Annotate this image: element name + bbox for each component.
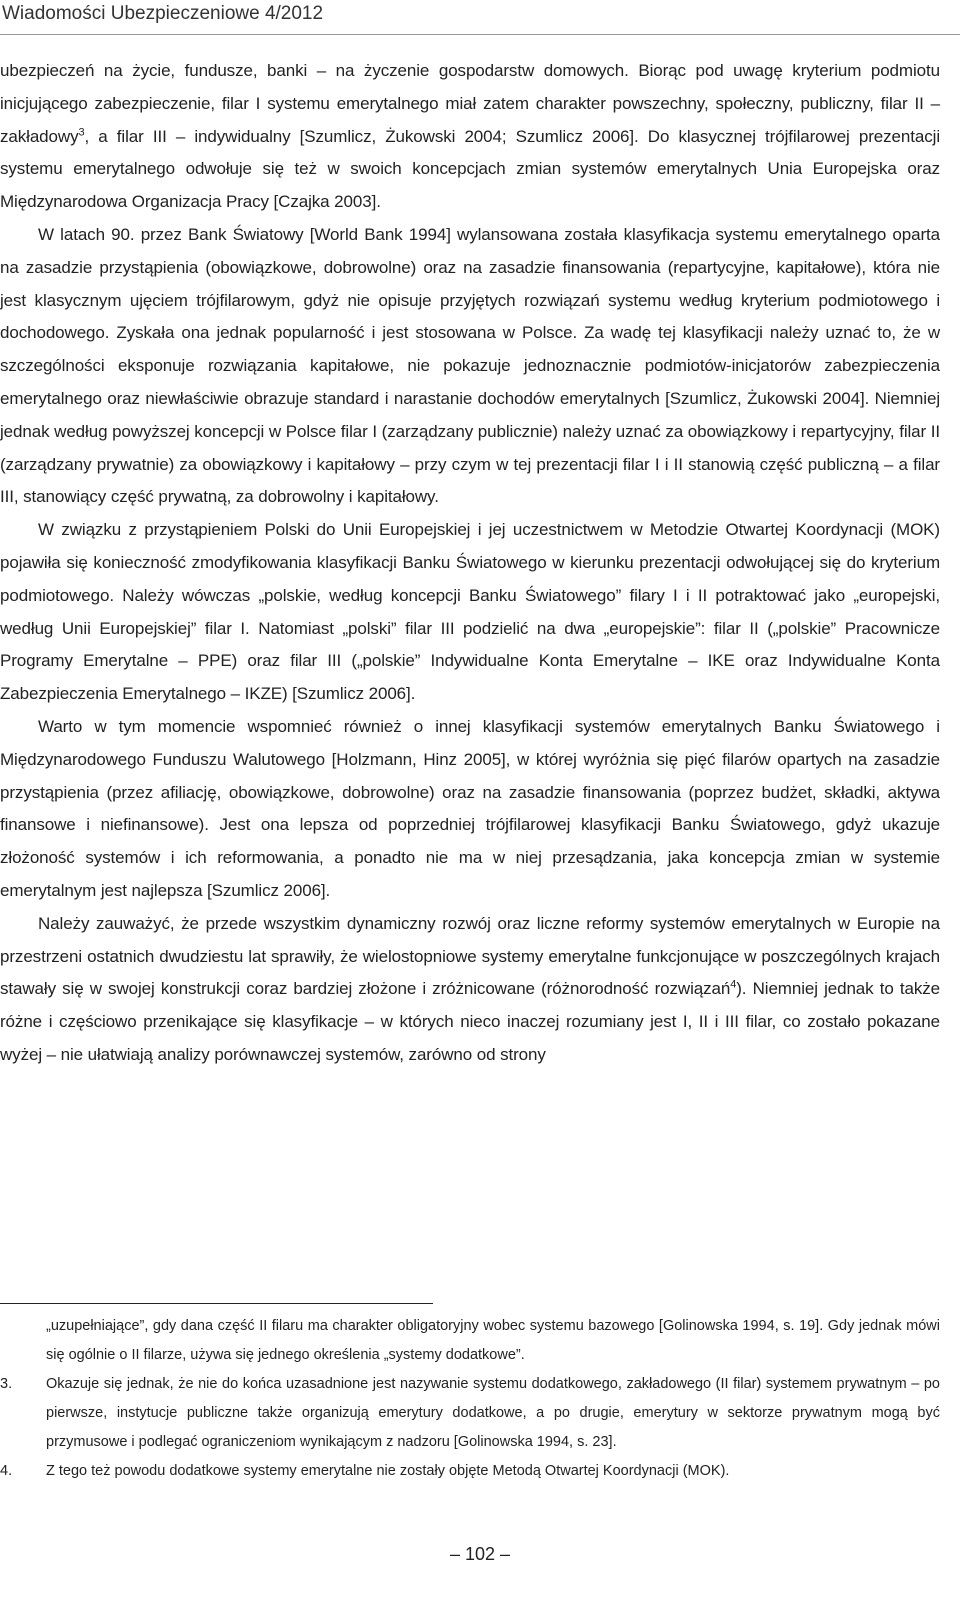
main-text [0,55,940,1072]
footnote-ref[interactable]: 3 [78,125,85,138]
footnotes [0,1312,940,1486]
footnote-text: „uzupełniające”, gdy dana część II filaru ma charakter obligatoryjny wobec systemu bazowego [Golinowska 1994, s. 19]. Gdy jednak mówi się ogólnie o II filarze, używa się jednego określenia „systemy dodatkowe”. [46,1318,940,1363]
footnote-3 [0,1370,940,1457]
footnote-text: Okazuje się jednak, że nie do końca uzasadnione jest nazywanie systemu dodatkowego, zakładowego (II filar) systemem prywatnym – po pierwsze, instytucje publiczne także organizują emerytury dodatkowe, a po drugie, emerytury w sektorze prywatnym mogą być przymusowe i podlegać ograniczeniom wynikającym z nadzoru [Golinowska 1994, s. 23]. [46,1376,940,1450]
paragraph: W związku z przystąpieniem Polski do Unii Europejskiej i jej uczestnictwem w Metodzie Otwartej Koordynacji (MOK) pojawiła się konieczność zmodyfikowania klasyfikacji Banku Światowego w kierunku prezentacji odwołującej się do kryterium podmiotowego. Należy wówczas „polskie, według koncepcji Banku Światowego” filary I i II potraktować jako „europejski, według Unii Europejskiej” filar I. Natomiast „polski” filar III podzielić na dwa „europejskie”: filar II („polskie” Pracownicze Programy Emerytalne – PPE) oraz filar III („polskie” Indywidualne Konta Emerytalne – IKE oraz Indywidualne Konta Zabezpieczenia Emerytalnego – IKZE) [Szumlicz 2006]. [0,520,940,704]
journal-title: Wiadomości Ubezpieczeniowe 4/2012 [2,3,324,24]
footnote-number: 4. [0,1463,13,1479]
footnote-divider [0,1303,433,1304]
paragraph [0,908,940,1072]
footnote-ref[interactable]: 4 [730,978,737,991]
footnote-4 [0,1457,940,1486]
running-header [0,0,960,35]
paragraph [0,55,940,219]
paragraph-text: Należy zauważyć, że przede wszystkim dynamiczny rozwój oraz liczne reformy systemów emerytalnych w Europie na przestrzeni ostatnich dwudziestu lat sprawiły, że wielostopniowe systemy emerytalne funkcjonujące w poszczególnych krajach stawały się w swojej konstrukcji coraz bardziej złożone i zróżnicowane (różnorodność rozwiązań [0,913,940,999]
footnote-continuation [0,1312,940,1370]
footnote-number: 3. [0,1376,13,1392]
footnote-text: Z tego też powodu dodatkowe systemy emerytalne nie zostały objęte Metodą Otwartej Koordynacji (MOK). [46,1463,730,1479]
paragraph: W latach 90. przez Bank Światowy [World Bank 1994] wylansowana została klasyfikacja systemu emerytalnego oparta na zasadzie przystąpienia (obowiązkowe, dobrowolne) oraz na zasadzie finansowania (repartycyjne, kapitałowe), która nie jest klasycznym ujęciem trójfilarowym, gdyż nie opisuje przyjętych rozwiązań systemu według kryterium podmiotowego i dochodowego. Zyskała ona jednak popularność i jest stosowana w Polsce. Za wadę tej klasyfikacji należy uznać to, że w szczególności eksponuje rozwiązania kapitałowe, nie pokazuje jednoznacznie podmiotów-inicjatorów zabezpieczenia emerytalnego oraz niewłaściwie obrazuje standard i narastanie dochodów emerytalnych [Szumlicz, Żukowski 2004]. Niemniej jednak według powyższej koncepcji w Polsce filar I (zarządzany publicznie) należy uznać za obowiązkowy i repartycyjny, filar II (zarządzany prywatnie) za obowiązkowy i kapitałowy – przy czym w tej prezentacji filar I i II stanowią część publiczną – a filar III, stanowiący część prywatną, za dobrowolny i kapitałowy. [0,224,940,507]
page-number: – 102 – [449,1544,511,1564]
paragraph-text: ). Niemniej jednak to także różne i częściowo przenikające się klasyfikacje – w których nieco inaczej rozumiany jest I, II i III filar, co zostało pokazane wyżej – nie ułatwiają analizy porównawczej systemów, zarówno od strony [0,979,940,1064]
paragraph-text: ubezpieczeń na życie, fundusze, banki – na życzenie gospodarstw domowych. Biorąc pod uwagę kryterium podmiotu inicjującego zabezpieczenie, filar I systemu emerytalnego miał zatem charakter powszechny, społeczny, publiczny, filar II – zakładowy [0,61,940,146]
paragraph-text: , a filar III – indywidualny [Szumlicz, Żukowski 2004; Szumlicz 2006]. Do klasycznej trójfilarowej prezentacji systemu emerytalnego odwołuje się też w swoich koncepcjach zmian systemów emerytalnych Unia Europejska oraz Międzynarodowa Organizacja Pracy [Czajka 2003]. [0,126,940,212]
paragraph: Warto w tym momencie wspomnieć również o innej klasyfikacji systemów emerytalnych Banku Światowego i Międzynarodowego Funduszu Walutowego [Holzmann, Hinz 2005], w której wyróżnia się pięć filarów opartych na zasadzie przystąpienia (przez afiliację, obowiązkowe, dobrowolne) oraz na zasadzie finansowania (poprzez budżet, składki, aktywa finansowe i niefinansowe). Jest ona lepsza od poprzedniej trójfilarowej klasyfikacji Banku Światowego, gdyż ukazuje złożoność systemów i ich reformowania, a ponadto nie ma w niej przesądzania, jaka koncepcja zmian w systemie emerytalnym jest najlepsza [Szumlicz 2006]. [0,716,940,900]
